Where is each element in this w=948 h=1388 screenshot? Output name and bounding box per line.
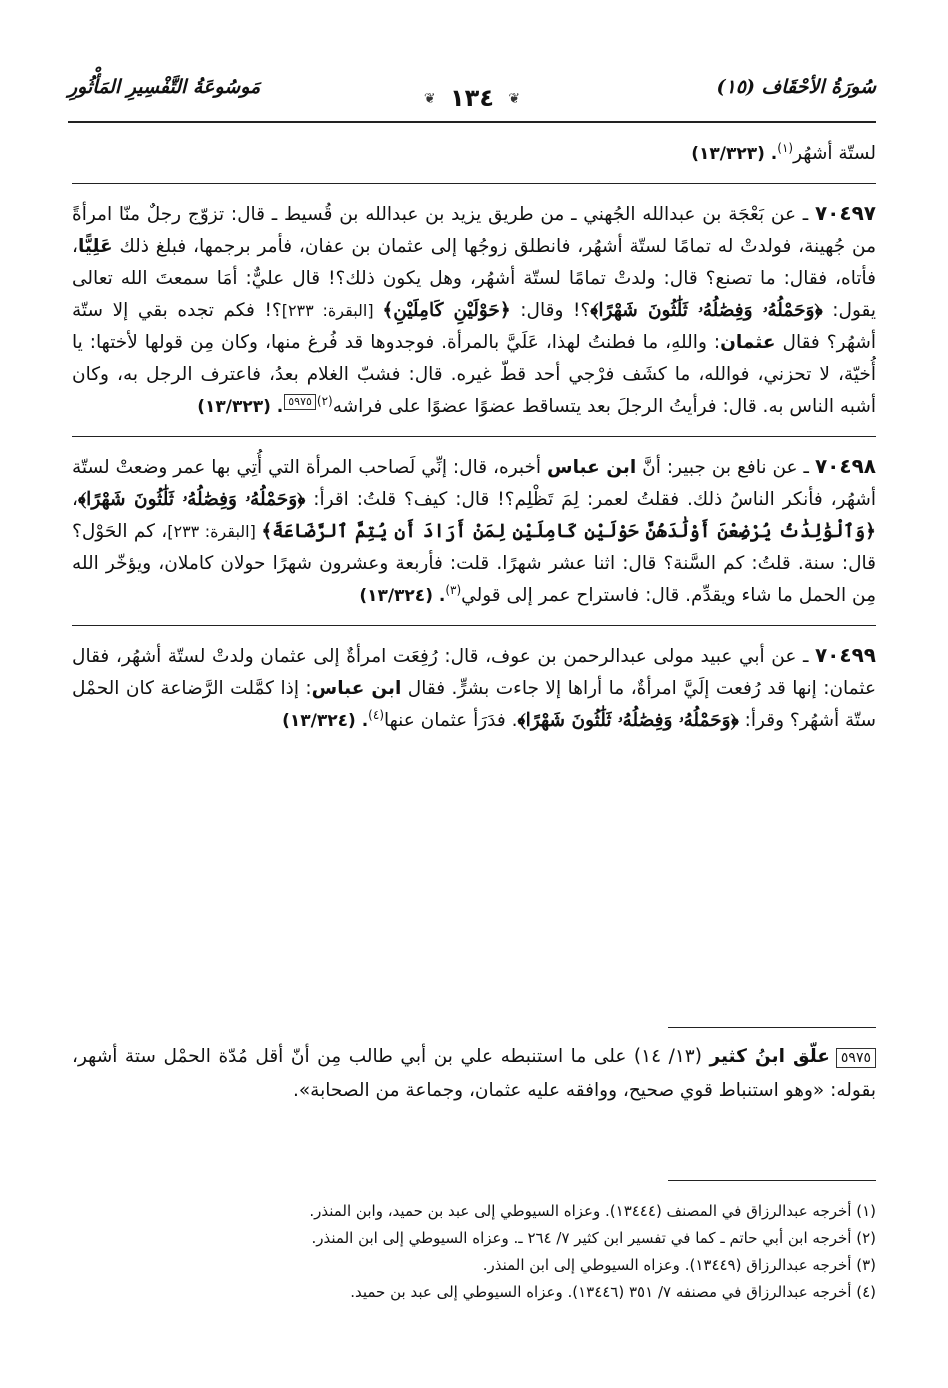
hadith-entry [72,639,876,737]
quran-verse: ﴿وَحَمْلُهُۥ وَفِصَٰلُهُۥ ثَلَٰثُونَ شَهْرًا﴾ [517,710,739,731]
entry-text: ؟! فكم تجده بقي إلا ستّة أشهُر؟ فقال [72,300,876,353]
note-text: على ما استنبطه علي بن أبي طالب مِن أنّ أقل مُدّة الحمْل ستة أشهر، بقوله: «وهو استنباط قوي صحيح، ووافقه عليه عثمان، وجماعة من الصحابة». [72,1046,876,1101]
entry-number: ٧٠٤٩٩ [814,643,876,667]
entry-divider [72,625,876,626]
bold-name: عَلِيًّا [77,236,113,257]
footnote-item: (٤) أخرجه عبدالرزاق في مصنفه ٧/ ٣٥١ (١٣٤٤٦). وعزاه السيوطي إلى عبد بن حميد. [350,1283,876,1301]
main-text [72,138,876,750]
hadith-entry [72,450,876,612]
boxed-note-ref[interactable]: ٥٩٧٥ [284,394,316,410]
entry-text: ؟! وقال: [510,300,591,321]
citation: . (١٣/٣٢٤) [359,586,446,606]
quran-verse: ﴿وَٱلْوَٰلِدَٰتُ يُرْضِعْنَ أَوْلَٰدَهُنَّ حَوْلَيْنِ كَامِلَيْنِ لِمَنْ أَرَادَ أَن يُتِمَّ ٱلرَّضَاعَةَ﴾ [261,521,876,542]
entry-number: ٧٠٤٩٨ [814,454,876,478]
boxed-note-id: ٥٩٧٥ [836,1048,876,1068]
citation: . (١٣/٣٢٣) [691,144,778,164]
entry-divider [72,436,876,437]
entry-dash: ـ [796,646,815,667]
entry-number: ٧٠٤٩٧ [814,201,877,225]
book-title: مَوسُوعَةُ التَّفْسِيرِ المَأْثُورِ [68,76,261,98]
verse-reference: [البقرة: ٢٣٣] [167,522,262,541]
quran-verse: ﴿وَحَمْلُهُۥ وَفِصَٰلُهُۥ ثَلَٰثُونَ شَهْرًا﴾ [77,489,306,510]
verse-reference: [البقرة: ٢٣٣] [281,301,383,320]
entry-text: : واللهِ، ما فطنتُ لهذا، عَلَيَّ بالمرأة. فوجدوها قد فُرغ منها، وكان مِن قولها لأختها: يا أُخيّة، لا تحزني، فوالله، ما كشَف فرْجي أحد قطّ غيره. قال: فشبّ الغلام بعدُ، فاعترف الرجل به، وكان أشبه الناس به. قال: فرأيتُ الرجلَ بعد يتساقط عضوًا عضوًا على فراشه [72,332,876,417]
page-number: ١٣٤ [450,84,494,112]
entry-text: ، فأتاه، فقال: ما تصنع؟ قال: ولدتْ تمامًا لستّة أشهُر، وهل يكون ذلك؟! قال عليٌّ: أمَا سمعتَ الله تعالى يقول: [72,236,877,321]
citation: . (١٣/٣٢٤) [282,711,369,731]
surah-title: سُورَةُ الأحْقَاف (١٥) [716,76,876,98]
entry-text: . فدَرَأ عثمان عنها [384,710,518,731]
footnote-item: (٢) أخرجه ابن أبي حاتم ـ كما في تفسير ابن كثير ٧/ ٢٦٤ ـ. وعزاه السيوطي إلى ابن المنذر. [311,1229,876,1247]
intro-line [72,138,876,170]
footnote-item: (٣) أخرجه عبدالرزاق (١٣٤٤٩). وعزاه السيوطي إلى ابن المنذر. [482,1256,876,1274]
footnote-item: (١) أخرجه عبدالرزاق في المصنف (١٣٤٤٤). وعزاه السيوطي إلى عبد بن حميد، وابن المنذر. [309,1202,876,1220]
entry-text: عن بَعْجَة بن عبدالله الجُهني ـ من طريق يزيد بن عبدالله بن قُسيط ـ قال: تزوّج رجلٌ منّا امرأةً من جُهينة، فولدتْ له تمامًا لستّة أشهُر، فانطلق زوجُها إلى عثمان بن عفان، فأمر برجمها، فبلغ ذلك [72,204,876,257]
footnote-marker: (٣) [445,582,462,597]
page-header [68,70,876,120]
bold-name: عثمان [720,332,776,353]
bold-name: ابن عباس [311,678,402,699]
entry-text: أخبره، قال: إنِّي لَصاحب المرأة التي أُتِي بها عمر وضعتْ لستّة أشهُر، فأنكر الناسُ ذلك. فقلتُ لعمر: لِمَ تَظْلِم؟! قال: كيف؟ قلتُ: اقرأ: [72,457,876,510]
entry-dash: ـ [797,457,815,478]
intro-text: لستّة أشهُر [793,143,876,164]
entry-text: ، كم الحَوْل؟ قال: سنة. قلتُ: كم السَّنة؟ قال: اثنا عشر شهرًا. قلت: فأربعة وعشرون شهرًا حولان كاملان، ويؤخّر الله مِن الحمل ما شاء ويقدِّم. قال: فاستراح عمر إلى قولي [72,521,876,606]
citation: . (١٣/٣٢٣) [197,397,284,417]
hadith-entry [72,197,876,423]
footnote-marker: (٤) [368,707,384,722]
right-ornament-icon: ❦ [423,91,436,107]
quran-verse: ﴿حَوْلَيْنِ كَامِلَيْنِ﴾ [382,300,511,321]
entry-text: : إذا كمَّلت الرَّضاعة كان الحمْل ستّة أشهُر؟ وقرأ: [72,678,876,731]
footnote-marker: (١) [777,140,794,155]
entry-text: ، [72,489,78,510]
footnote-rule [668,1180,876,1181]
entry-divider [72,183,876,184]
quran-verse: ﴿وَحَمْلُهُۥ وَفِصَٰلُهُۥ ثَلَٰثُونَ شَهْرًا﴾ [590,300,823,321]
footnotes [72,1198,876,1306]
header-rule [68,121,876,123]
entry-dash: ـ [796,204,815,225]
bold-name: ابن عباس [547,457,637,478]
entry-text: عن أبي عبيد مولى عبدالرحمن بن عوف، قال: رُفِعَت امرأةٌ إلى عثمان ولدتْ لستّة أشهُر، فقال عثمان: إنها قد رُفعت إلَيَّ امرأةٌ، ما أراها إلا جاءت بشرٍّ. فقال [72,646,876,699]
scholar-note [72,1040,876,1108]
entry-text: عن نافع بن جبير: أنَّ [636,457,798,478]
note-rule [668,1027,876,1028]
note-ref: (١٣/ ١٤) [626,1046,710,1067]
left-ornament-icon: ❦ [508,91,521,107]
footnote-marker: (٢) [316,393,333,408]
note-lead: علّق ابنُ كثير [709,1046,830,1067]
